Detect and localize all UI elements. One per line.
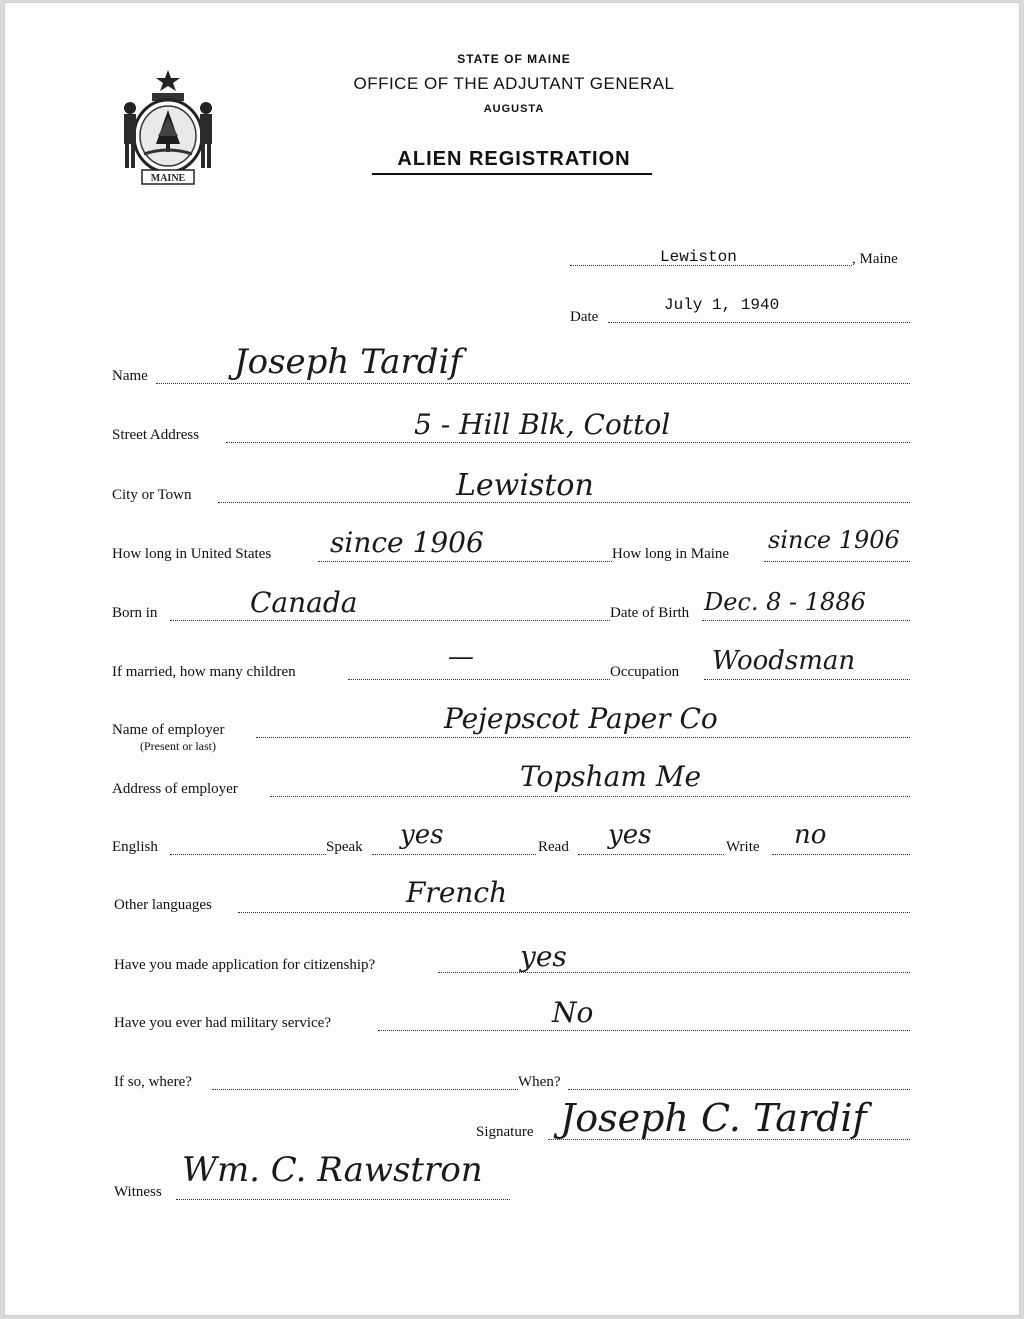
- when-label: When?: [518, 1074, 561, 1090]
- name-value: Joseph Tardif: [234, 342, 462, 382]
- signature-value: Joseph C. Tardif: [560, 1096, 867, 1140]
- employer-address-line: [270, 796, 910, 797]
- town-value: Lewiston: [660, 248, 737, 266]
- employer-label: Name of employer: [112, 722, 225, 738]
- speak-value: yes: [400, 820, 444, 850]
- maine-suffix: , Maine: [852, 251, 898, 267]
- children-line: [348, 679, 610, 680]
- title-underline: [372, 173, 652, 175]
- street-label: Street Address: [112, 427, 200, 443]
- military-label: Have you ever had military service?: [114, 1015, 331, 1031]
- witness-line: [176, 1199, 510, 1200]
- date-line: [608, 322, 910, 323]
- dob-label: Date of Birth: [610, 605, 690, 621]
- write-label: Write: [726, 839, 760, 855]
- born-label: Born in: [112, 605, 158, 621]
- employer-value: Pejepscot Paper Co: [444, 702, 718, 735]
- occupation-line: [704, 679, 910, 680]
- military-line: [378, 1030, 910, 1031]
- city-value: Lewiston: [456, 468, 594, 503]
- read-label: Read: [538, 839, 569, 855]
- us-duration-value: since 1906: [330, 526, 484, 559]
- employer-line: [256, 737, 910, 738]
- us-duration-line: [318, 561, 612, 562]
- dob-value: Dec. 8 - 1886: [704, 588, 866, 616]
- occupation-value: Woodsman: [712, 646, 856, 676]
- date-value: July 1, 1940: [664, 296, 780, 314]
- header-city: AUGUSTA: [483, 103, 545, 115]
- other-languages-value: French: [406, 876, 508, 909]
- where-line: [212, 1089, 518, 1090]
- signature-label: Signature: [476, 1124, 534, 1140]
- citizenship-label: Have you made application for citizenship?: [114, 957, 376, 973]
- form-title: ALIEN REGISTRATION: [397, 148, 631, 170]
- other-languages-line: [238, 912, 910, 913]
- other-languages-label: Other languages: [114, 897, 212, 913]
- occupation-label: Occupation: [610, 664, 680, 680]
- citizenship-value: yes: [520, 940, 567, 973]
- speak-label: Speak: [326, 839, 363, 855]
- maine-duration-label: How long in Maine: [612, 546, 730, 562]
- children-label: If married, how many children: [112, 664, 296, 680]
- english-line: [170, 854, 326, 855]
- employer-address-value: Topsham Me: [520, 760, 702, 793]
- name-label: Name: [112, 368, 148, 384]
- name-line: [156, 383, 910, 384]
- witness-label: Witness: [114, 1184, 162, 1200]
- born-value: Canada: [250, 586, 358, 619]
- maine-duration-line: [764, 561, 910, 562]
- svg-text:MAINE: MAINE: [150, 173, 186, 184]
- children-value: —: [448, 642, 474, 672]
- header-office: OFFICE OF THE ADJUTANT GENERAL: [353, 74, 675, 93]
- registration-form: [4, 2, 1020, 1316]
- military-value: No: [552, 996, 594, 1029]
- dob-line: [702, 620, 910, 621]
- maine-duration-value: since 1906: [768, 526, 900, 554]
- speak-line: [372, 854, 536, 855]
- us-duration-label: How long in United States: [112, 546, 272, 562]
- where-label: If so, where?: [114, 1074, 192, 1090]
- date-label: Date: [570, 309, 599, 325]
- citizenship-line: [438, 972, 910, 973]
- write-value: no: [794, 820, 827, 850]
- city-label: City or Town: [112, 487, 192, 503]
- read-value: yes: [608, 820, 652, 850]
- born-line: [170, 620, 610, 621]
- employer-address-label: Address of employer: [112, 781, 238, 797]
- header-state: STATE OF MAINE: [457, 52, 571, 66]
- witness-value: Wm. C. Rawstron: [182, 1150, 483, 1190]
- write-line: [772, 854, 910, 855]
- street-value: 5 - Hill Blk, Cottol: [414, 408, 671, 441]
- read-line: [578, 854, 724, 855]
- english-label: English: [112, 839, 158, 855]
- street-line: [226, 442, 910, 443]
- employer-note: (Present or last): [140, 739, 216, 753]
- when-line: [568, 1089, 910, 1090]
